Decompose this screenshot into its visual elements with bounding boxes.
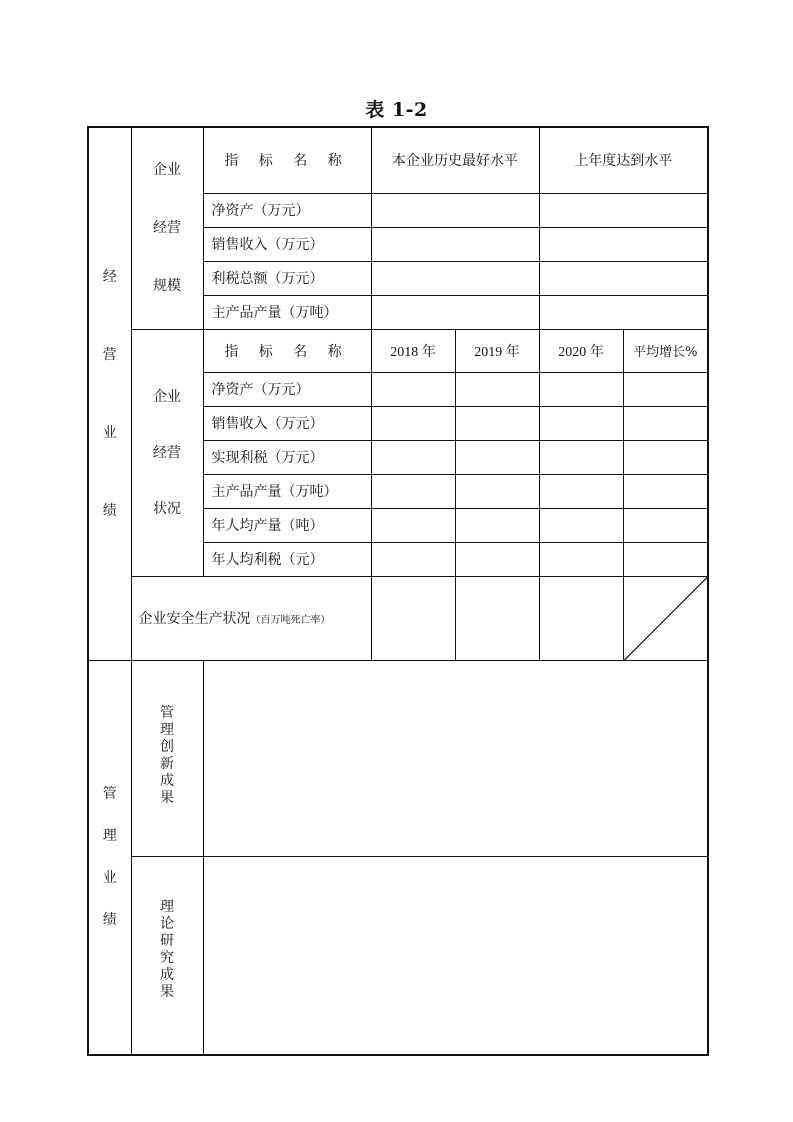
innovation-content-area[interactable]	[203, 661, 708, 857]
performance-table	[87, 126, 709, 1056]
input-cell[interactable]	[371, 193, 539, 227]
safety-label-note: （百万吨死亡率）	[250, 615, 331, 627]
row-label: 主产品产量（万吨）	[203, 474, 371, 508]
safety-label-text: 企业安全生产状况	[138, 611, 251, 628]
input-cell[interactable]	[371, 295, 539, 329]
input-cell[interactable]	[371, 406, 455, 440]
input-cell[interactable]	[371, 576, 455, 661]
input-cell[interactable]	[539, 261, 708, 295]
input-cell[interactable]	[455, 508, 539, 542]
research-content-area[interactable]	[203, 857, 708, 1055]
input-cell[interactable]	[371, 474, 455, 508]
row-label: 主产品产量（万吨）	[203, 295, 371, 329]
input-cell[interactable]	[623, 508, 708, 542]
input-cell[interactable]	[455, 440, 539, 474]
input-cell[interactable]	[539, 440, 623, 474]
diagonal-cell	[623, 576, 708, 661]
group-operating-scale: 企业 经营 规模	[131, 127, 203, 329]
header-last-year: 上年度达到水平	[539, 127, 708, 193]
section-management-performance: 管 理 业 绩	[88, 661, 131, 1055]
input-cell[interactable]	[455, 474, 539, 508]
group-theory-research: 理 论 研 究 成 果	[131, 857, 203, 1055]
input-cell[interactable]	[539, 508, 623, 542]
input-cell[interactable]	[623, 474, 708, 508]
row-label: 年人均产量（吨）	[203, 508, 371, 542]
input-cell[interactable]	[371, 542, 455, 576]
input-cell[interactable]	[539, 372, 623, 406]
input-cell[interactable]	[455, 406, 539, 440]
input-cell[interactable]	[539, 193, 708, 227]
row-label: 年人均利税（元）	[203, 542, 371, 576]
row-label: 利税总额（万元）	[203, 261, 371, 295]
diagonal-slash	[624, 577, 708, 661]
input-cell[interactable]	[623, 542, 708, 576]
header-historical-best: 本企业历史最好水平	[371, 127, 539, 193]
input-cell[interactable]	[539, 576, 623, 661]
row-label: 销售收入（万元）	[203, 406, 371, 440]
input-cell[interactable]	[371, 227, 539, 261]
header-year-2018: 2018 年	[371, 329, 455, 372]
input-cell[interactable]	[623, 440, 708, 474]
row-label: 净资产（万元）	[203, 193, 371, 227]
section-operating-performance: 经 营 业 绩	[88, 127, 131, 661]
input-cell[interactable]	[455, 576, 539, 661]
header-indicator: 指 标 名 称	[203, 127, 371, 193]
safety-label	[131, 576, 371, 661]
row-label: 净资产（万元）	[203, 372, 371, 406]
header-year-2019: 2019 年	[455, 329, 539, 372]
input-cell[interactable]	[539, 406, 623, 440]
input-cell[interactable]	[371, 372, 455, 406]
row-label: 实现利税（万元）	[203, 440, 371, 474]
group-management-innovation: 管 理 创 新 成 果	[131, 661, 203, 857]
input-cell[interactable]	[539, 474, 623, 508]
table-title: 表 1-2	[365, 99, 428, 121]
input-cell[interactable]	[539, 295, 708, 329]
group-operating-status: 企业 经营 状况	[131, 329, 203, 576]
input-cell[interactable]	[539, 542, 623, 576]
input-cell[interactable]	[623, 372, 708, 406]
row-label: 销售收入（万元）	[203, 227, 371, 261]
input-cell[interactable]	[455, 542, 539, 576]
input-cell[interactable]	[371, 440, 455, 474]
input-cell[interactable]	[623, 406, 708, 440]
header-average-growth: 平均增长%	[623, 329, 708, 372]
header-year-2020: 2020 年	[539, 329, 623, 372]
header-indicator: 指 标 名 称	[203, 329, 371, 372]
input-cell[interactable]	[371, 508, 455, 542]
input-cell[interactable]	[539, 227, 708, 261]
input-cell[interactable]	[455, 372, 539, 406]
input-cell[interactable]	[371, 261, 539, 295]
